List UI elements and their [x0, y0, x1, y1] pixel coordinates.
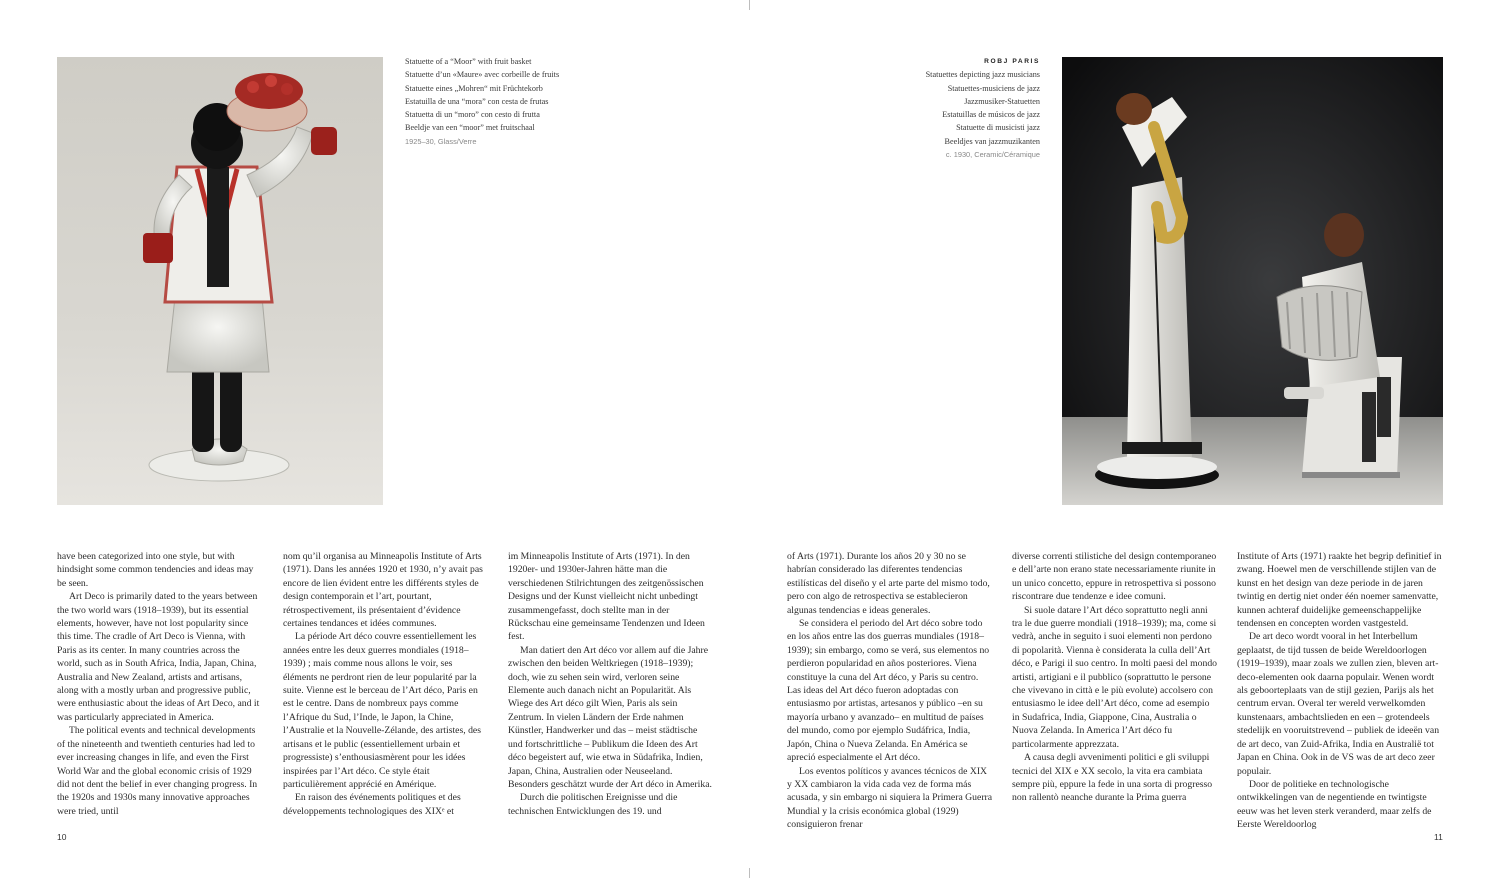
page-number-left: 10 — [57, 832, 67, 842]
paragraph: Man datiert den Art déco vor allem auf die Jahre zwischen den beiden Weltkriegen (1918–1939); doch, wie zu sehen sein wird, verloren seine Elemente auch danach nicht an Popularität. Als Wiege des Art déco gilt Wien, Paris als sein Zentrum. In vielen Ländern der Erde nahmen Künstler, Handwerker und das – meist städtische und fortschrittliche – Publikum die Ideen des Art déco begeistert auf, wie etwa in Südafrika, Indien, Japan, China, Australien oder Neuseeland. Besonders geschätzt wurde der Art déco in Amerika. — [508, 644, 712, 790]
paragraph: Institute of Arts (1971) raakte het begrip definitief in zwang. Hoewel men de verschillende stijlen van de kunst en het design van deze periode in de jaren twintig en dertig niet onder één noemer samenvatte, kunnen achteraf duidelijke gemeenschappelijke tendensen en concepten worden vastgesteld. — [1237, 551, 1442, 630]
caption-line-en: Statuettes depicting jazz musicians — [925, 70, 1040, 80]
left-photo-caption — [405, 55, 595, 148]
caption-line-de: Jazzmusiker-Statuetten — [964, 96, 1040, 106]
paragraph: En raison des événements politiques et des développements technologiques des XIXᵉ et — [283, 792, 461, 817]
paragraph: A causa degli avvenimenti politici e gli sviluppi tecnici del XIX e XX secolo, la vita era cambiata sempre più, eppure la fede in una sorta di progresso non rallentò neanche durante la Prima guerra — [1012, 752, 1213, 804]
text-column-german — [508, 550, 714, 818]
caption-line-es: Estatuilla de una “mora” con cesta de frutas — [405, 96, 549, 106]
paragraph: De art deco wordt vooral in het Interbellum geplaatst, de tijd tussen de beide Wereldoorlogen (1919–1939), maar zoals we zullen zien, bleven art-deco-elementen ook daarna populair. Wenen wordt als geboorteplaats van de stijl gezien, Parijs als het centrum ervan. Overal ter wereld verwelkomden kunstenaars, ambachtslieden en een – grotendeels stedelijk en vooruitstrevend – publiek de ideeën van de art deco, van Zuid-Afrika, India en Australië tot Japan en China. Ook in de VS was de art deco zeer populair. — [1237, 631, 1440, 777]
caption-line-fr: Statuettes-musiciens de jazz — [947, 83, 1040, 93]
paragraph: La période Art déco couvre essentiellement les années entre les deux guerres mondiales (1918–1939) ; mais comme nous allons le voir, ses éléments ne perdront rien de leur popularité par la suite. Vienne est le berceau de l’Art déco, Paris en est le centre. Dans de nombreux pays comme l’Afrique du Sud, l’Inde, le Japon, la Chine, l’Australie et la Nouvelle-Zélande, des artistes, des artisans et le public (essentiellement urbain et progressiste) s’enthousiasmèrent pour les idées inspirées par l’Art déco. Ce style était particulièrement apprécié en Amérique. — [283, 631, 481, 790]
caption-line-fr: Statuette d’un «Maure» avec corbeille de fruits — [405, 70, 560, 80]
crop-mark — [749, 868, 750, 878]
text-column-dutch — [1237, 550, 1443, 832]
paragraph: Door de politieke en technologische ontwikkelingen van de negentiende en twintigste eeuw was het leven sterk veranderd, maar zelfs de Eerste Wereldoorlog — [1237, 778, 1432, 831]
right-photo-caption — [850, 55, 1040, 161]
caption-line-it: Statuetta di un “moro” con cesto di frutta — [405, 110, 540, 120]
caption-date-material: c. 1930, Ceramic/Céramique — [945, 150, 1040, 160]
caption-line-de: Statuette eines „Mohren“ mit Früchtekorb — [405, 83, 543, 93]
crop-mark — [749, 0, 750, 10]
caption-maker: ROBJ PARIS — [984, 58, 1040, 65]
caption-line-en: Statuette of a “Moor” with fruit basket — [405, 57, 532, 66]
page-number-right: 11 — [1434, 832, 1443, 842]
paragraph: im Minneapolis Institute of Arts (1971). In den 1920er- und 1930er-Jahren hätte man die verschiedenen Stilrichtungen des zeitgenössischen Designs und der Kunst vielleicht nicht unbedingt zusammengefasst, doch stellte man in der Rückschau eine gemeinsame Tendenzen und Ideen fest. — [508, 551, 705, 643]
text-column-english — [57, 550, 263, 818]
caption-date-material: 1925–30, Glass/Verre — [405, 136, 477, 146]
paragraph: Los eventos políticos y avances técnicos de XIX y XX cambiaron la vida cada vez de forma más acusada, y sin embargo ni siquiera la Primera Guerra Mundial y la crisis económica global (1929) consiguieron frenar — [787, 765, 993, 831]
paragraph: Si suole datare l’Art déco soprattutto negli anni tra le due guerre mondiali (1918–1939); ma, come si vedrà, anche in seguito i suoi elementi non perdono di popolarità. Vienna è considerata la culla dell’Art déco, e Parigi il suo centro. In molti paesi del mondo artisti, artigiani e il pubblico (soprattutto le persone che vivevano in città e le più evolute) accolsero con entusiasmo le idee dell’Art déco, come ad esempio in Sudafrica, India, Giappone, Cina, Australia o Nuova Zelanda. In America l’Art déco fu particolarmente apprezzata. — [1012, 604, 1218, 750]
text-column-spanish — [787, 550, 993, 832]
paragraph: Se considera el periodo del Art déco sobre todo en los años entre las dos guerras mundiales (1918–1939); sin embargo, como se verá, sus elementos no perdieron popularidad en años posteriores. Viena constituye la cuna del Art déco, y Paris su centro. Las ideas del Art déco fueron adoptadas con entusiasmo por artistas, artesanos y público –en su mayoría urbano y avanzado– en multitud de países del mundo, como por ejemplo Sudáfrica, India, Japón, China o Nueva Zelanda. En América se apreció especialmente el Art déco. — [787, 618, 990, 764]
text-column-french — [283, 550, 489, 818]
paragraph: of Arts (1971). Durante los años 20 y 30 no se habrían considerado las diferentes tendencias estilísticas del diseño y el arte parte del mismo todo, pero con algo de retrospectiva se establecieron algunas tendencias e ideas generales. — [787, 551, 990, 616]
photo-jazz-musician-statuettes — [1062, 57, 1443, 505]
caption-line-nl: Beeldjes van jazzmuzikanten — [944, 136, 1040, 146]
caption-line-nl: Beeldje van een “moor” met fruitschaal — [405, 123, 535, 133]
caption-line-es: Estatuillas de músicos de jazz — [942, 110, 1040, 120]
photo-glass-moor-statuette — [57, 57, 383, 505]
paragraph: The political events and technical developments of the nineteenth and twentieth centuries had led to ever increasing changes in life, and even the First World War and the global economic crisis of 1929 did not dent the belief in ever changing progress. In the 1920s and 1930s many innovative approaches were tried, until — [57, 725, 258, 817]
paragraph: have been categorized into one style, but with hindsight some common tendencies and ideas may be seen. — [57, 551, 254, 589]
text-column-italian — [1012, 550, 1218, 805]
paragraph: Art Deco is primarily dated to the years between the two world wars (1918–1939), but its essential elements, however, have not lost popularity since this time. The cradle of Art Deco is Vienna, with Paris as its center. In many countries across the world, such as in South Africa, India, Japan, China, Australia and New Zealand, artists and artisans, along with a mostly urban and progressive public, were enthusiastic about the ideas of Art Deco, and it was particularly appreciated in America. — [57, 591, 260, 723]
paragraph: nom qu’il organisa au Minneapolis Institute of Arts (1971). Dans les années 1920 et 1930, n’y avait pas encore de lien évident entre les différents styles de design contemporain et l’art, pourtant, rétrospectivement, ils présentaient d’évidence certaines tendances et idées communes. — [283, 551, 483, 630]
paragraph: Durch die politischen Ereignisse und die technischen Entwicklungen des 19. und — [508, 792, 678, 817]
caption-line-it: Statuette di musicisti jazz — [956, 123, 1040, 133]
paragraph: diverse correnti stilistiche del design contemporaneo e dell’arte non erano state necessariamente riunite in un unico concetto, eppure in retrospettiva si possono riscontrare due tendenze e idee comuni. — [1012, 551, 1217, 603]
